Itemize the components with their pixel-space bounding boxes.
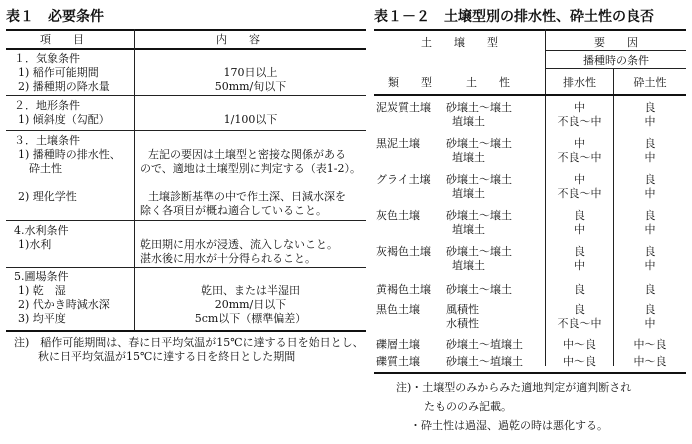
item-label: 1) 乾 湿 [18,284,66,297]
soil-type: 灰色土壌 [376,209,420,222]
item-text: 除く各項目が概ね適合していること。 [140,204,327,217]
drain-value: 中 [574,223,585,236]
item-value: 5cm以下（標準偏差） [194,312,307,325]
crush-value: 中 [644,259,656,272]
soil-texture: 風積性 [446,303,479,316]
section-title: 4.水利条件 [14,224,69,237]
table-1-2-title: 表１－２ 土壌型別の排水性、砕土性の良否 [374,9,654,25]
drain-value: 不良～中 [557,317,602,330]
table-1-2-note: たもののみ記載。 [424,400,512,413]
soil-texture: 砂壌土～埴壌土 [446,338,523,351]
header-type: 類 型 [388,76,432,89]
drain-value: 良 [574,303,585,316]
divider [6,29,366,31]
section-title: ２．地形条件 [14,99,80,112]
item-label: 1)水利 [18,238,52,251]
item-label: 2) 播種期の降水量 [18,80,110,93]
soil-type: 礫質土壌 [376,355,420,368]
soil-type: 黄褐色土壌 [376,283,431,296]
section-title: １．気象条件 [14,52,80,65]
divider [374,29,686,31]
divider [6,330,366,332]
crush-value: 良 [644,101,656,114]
divider [6,95,366,96]
item-label: 砕土性 [18,162,62,175]
soil-texture: 砂壌土～壌土 [446,283,512,296]
item-label: 2) 代かき時減水深 [18,298,110,311]
soil-type: 灰褐色土壌 [376,245,431,258]
soil-type: グライ土壌 [376,173,431,186]
soil-texture: 埴壌土 [452,115,485,128]
soil-type: 黒色土壌 [376,303,420,316]
crush-value: 中 [644,317,656,330]
divider [6,130,366,131]
item-text: ので、適地は土壌型別に判定する（表1-2）。 [140,162,361,175]
crush-value: 良 [644,245,656,258]
crush-value: 良 [644,283,656,296]
soil-texture: 砂壌土～壌土 [446,173,512,186]
divider [546,50,686,51]
soil-texture: 砂壌土～壌土 [446,209,512,222]
drain-value: 良 [574,283,585,296]
header-item: 項 目 [40,33,84,46]
item-text: 左記の要因は土壌型と密接な関係がある [148,148,346,161]
divider [374,372,686,374]
drain-value: 不良～中 [557,115,602,128]
header-crush: 砕土性 [633,76,667,89]
drain-value: 中 [574,101,585,114]
item-label: 1) 傾斜度（勾配） [18,113,110,126]
crush-value: 中 [644,151,656,164]
soil-type: 礫層土壌 [376,338,420,351]
soil-texture: 水積性 [446,317,479,330]
table-1-note: 秋に日平均気温が15℃に達する日を終日とした期間 [38,350,296,363]
crush-value: 良 [644,173,656,186]
section-title: 5.圃場条件 [14,270,69,283]
drain-value: 良 [574,245,585,258]
divider [6,220,366,221]
item-text: 土壌診断基準の中で作土深、日減水深を [148,190,346,203]
header-content: 内 容 [216,33,260,46]
item-text: 湛水後に用水が十分得られること。 [140,252,316,265]
drain-value: 中～良 [563,338,596,351]
item-text: 乾田期に用水が浸透、流入しないこと。 [140,238,338,251]
drain-value: 中 [574,259,585,272]
crush-value: 中～良 [633,338,667,351]
crush-value: 良 [644,303,656,316]
item-label: 3) 均平度 [18,312,66,325]
soil-texture: 埴壌土 [452,187,485,200]
soil-type: 泥炭質土壌 [376,101,431,114]
header-soil: 土 壌 型 [421,36,498,49]
item-label: 2) 理化学性 [18,190,77,203]
soil-texture: 砂壌土～壌土 [446,101,512,114]
table-1-2-note: ・砕土性は過湿、過乾の時は悪化する。 [410,419,608,432]
item-value: 170日以上 [223,66,278,79]
soil-texture: 埴壌土 [452,259,485,272]
divider [6,48,366,50]
divider [374,94,686,96]
drain-value: 不良～中 [557,187,602,200]
item-value: 20mm/日以下 [214,298,287,311]
crush-value: 良 [644,137,656,150]
divider [546,68,686,69]
table-1-2-note: 注)・土壌型のみからみた適地判定が適判断され [396,381,632,394]
soil-type: 黒泥土壌 [376,137,420,150]
section-title: ３．土壌条件 [14,134,80,147]
crush-value: 良 [644,209,656,222]
crush-value: 中 [644,187,656,200]
crush-value: 中 [644,115,656,128]
header-factor: 要 因 [594,36,638,49]
soil-texture: 埴壌土 [452,151,485,164]
crush-value: 中 [644,223,656,236]
drain-value: 中 [574,137,585,150]
table-1-title: 表１ 必要条件 [6,9,104,25]
soil-texture: 砂壌土～埴壌土 [446,355,523,368]
soil-texture: 砂壌土～壌土 [446,137,512,150]
drain-value: 良 [574,209,585,222]
item-value: 乾田、または半湿田 [201,284,300,297]
header-drain: 排水性 [563,76,596,89]
header-texture: 土 性 [466,76,510,89]
header-timing: 播種時の条件 [583,54,649,67]
divider [6,267,366,268]
item-label: 1) 播種時の排水性、 [18,148,121,161]
crush-value: 中～良 [633,355,667,368]
drain-value: 不良～中 [557,151,602,164]
drain-value: 中～良 [563,355,596,368]
item-label: 1) 稲作可能期間 [18,66,99,79]
item-value: 50mm/旬以下 [214,80,287,93]
soil-texture: 砂壌土～壌土 [446,245,512,258]
soil-texture: 埴壌土 [452,223,485,236]
table-1-note: 注) 稲作可能期間は、春に日平均気温が15℃に達する日を始日とし、 [14,336,364,349]
drain-value: 中 [574,173,585,186]
item-value: 1/100以下 [223,113,278,126]
